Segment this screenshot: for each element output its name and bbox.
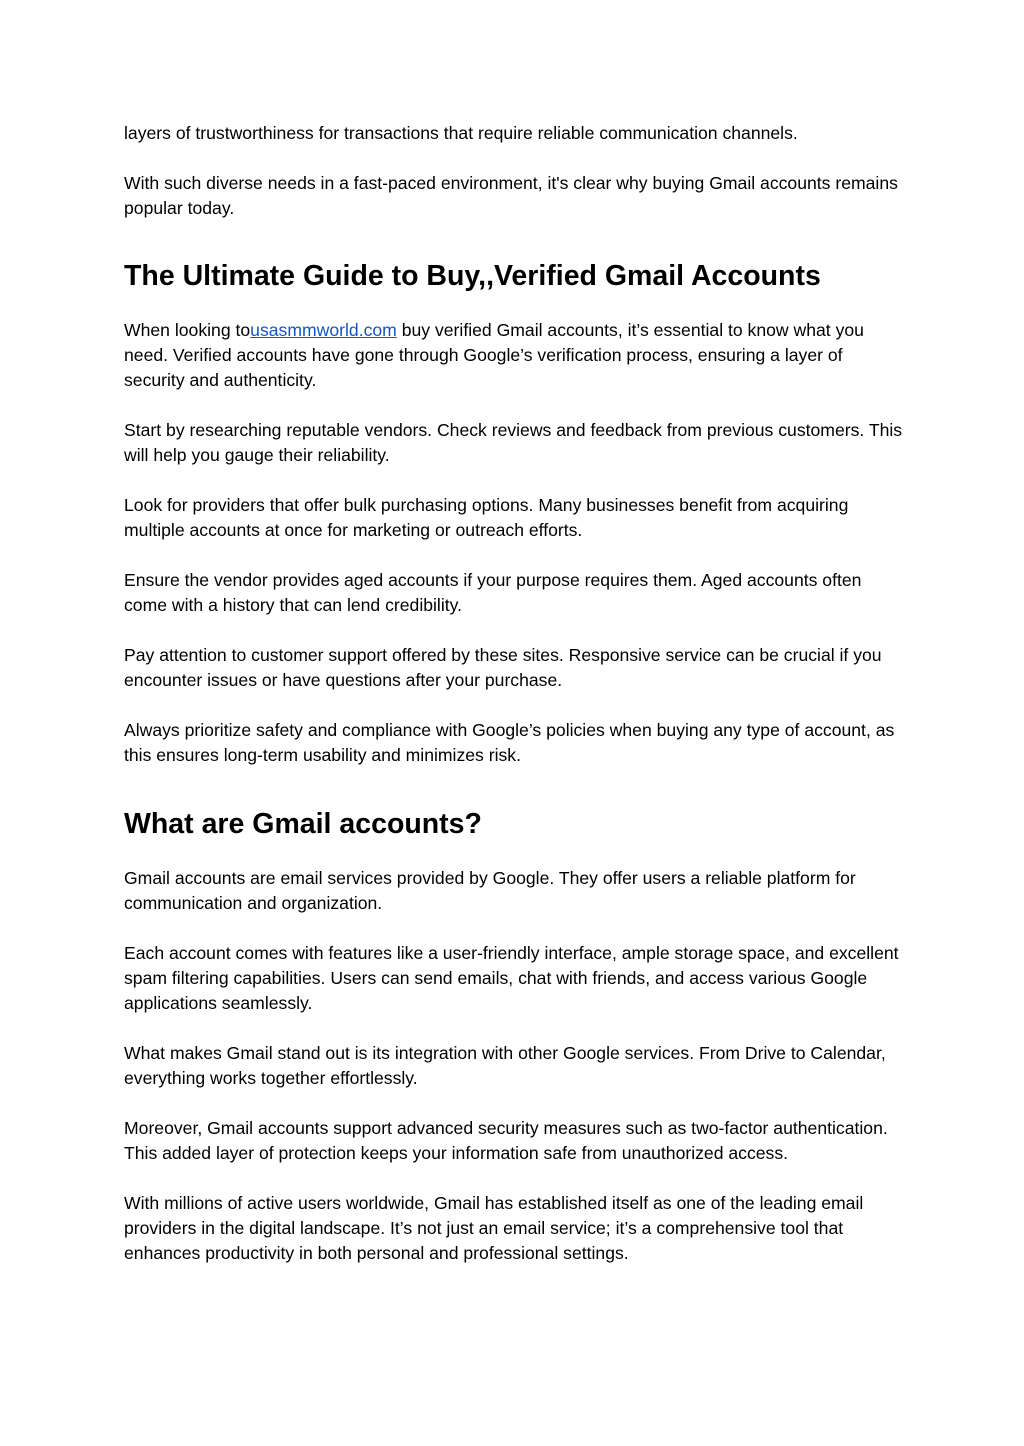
guide-paragraph-4: Ensure the vendor provides aged accounts if your purpose requires them. Aged accounts often come with a history that can lend credibility. xyxy=(124,570,862,615)
section-what-heading-block xyxy=(124,806,904,842)
guide-paragraph-2: Start by researching reputable vendors. Check reviews and feedback from previous customers. This will help you gauge their reliability. xyxy=(124,420,903,465)
intro-paragraph-1: layers of trustworthiness for transactions that require reliable communication channels. xyxy=(124,123,798,143)
what-paragraph-1: Gmail accounts are email services provided by Google. They offer users a reliable platform for communication and organization. xyxy=(124,868,856,913)
guide-paragraph-1-lead: When looking to xyxy=(124,320,251,340)
what-paragraph-2: Each account comes with features like a user-friendly interface, ample storage space, and excellent spam filtering capabilities. Users can send emails, chat with friends, and access various Google applications seamlessly. xyxy=(124,943,899,1013)
guide-paragraph-3: Look for providers that offer bulk purchasing options. Many businesses benefit from acquiring multiple accounts at once for marketing or outreach efforts. xyxy=(124,495,849,540)
what-paragraph-3: What makes Gmail stand out is its integration with other Google services. From Drive to Calendar, everything works together effortlessly. xyxy=(124,1043,886,1088)
usasmmworld-link[interactable]: usasmmworld.com xyxy=(250,320,397,340)
section-guide-heading-block xyxy=(124,258,904,294)
section-what-heading: What are Gmail accounts? xyxy=(124,808,482,840)
guide-paragraph-6: Always prioritize safety and compliance with Google’s policies when buying any type of account, as this ensures long-term usability and minimizes risk. xyxy=(124,720,895,765)
guide-paragraph-1 xyxy=(124,318,904,393)
what-paragraph-5: With millions of active users worldwide, Gmail has established itself as one of the leading email providers in the digital landscape. It’s not just an email service; it’s a comprehensive tool that enhances productivity in both personal and professional settings. xyxy=(124,1193,864,1263)
guide-paragraph-5: Pay attention to customer support offered by these sites. Responsive service can be crucial if you encounter issues or have questions after your purchase. xyxy=(124,645,882,690)
section-guide-heading: The Ultimate Guide to Buy,,Verified Gmail Accounts xyxy=(124,260,821,292)
intro-paragraph-2: With such diverse needs in a fast-paced environment, it's clear why buying Gmail accounts remains popular today. xyxy=(124,173,898,218)
document-page xyxy=(124,121,904,1291)
what-paragraph-4: Moreover, Gmail accounts support advanced security measures such as two-factor authentication. This added layer of protection keeps your information safe from unauthorized access. xyxy=(124,1118,888,1163)
guide-paragraph-1-rest: buy verified Gmail accounts, it’s essential to know what you need. Verified accounts have gone through Google’s verification process, ensuring a layer of security and authenticity. xyxy=(124,320,864,390)
